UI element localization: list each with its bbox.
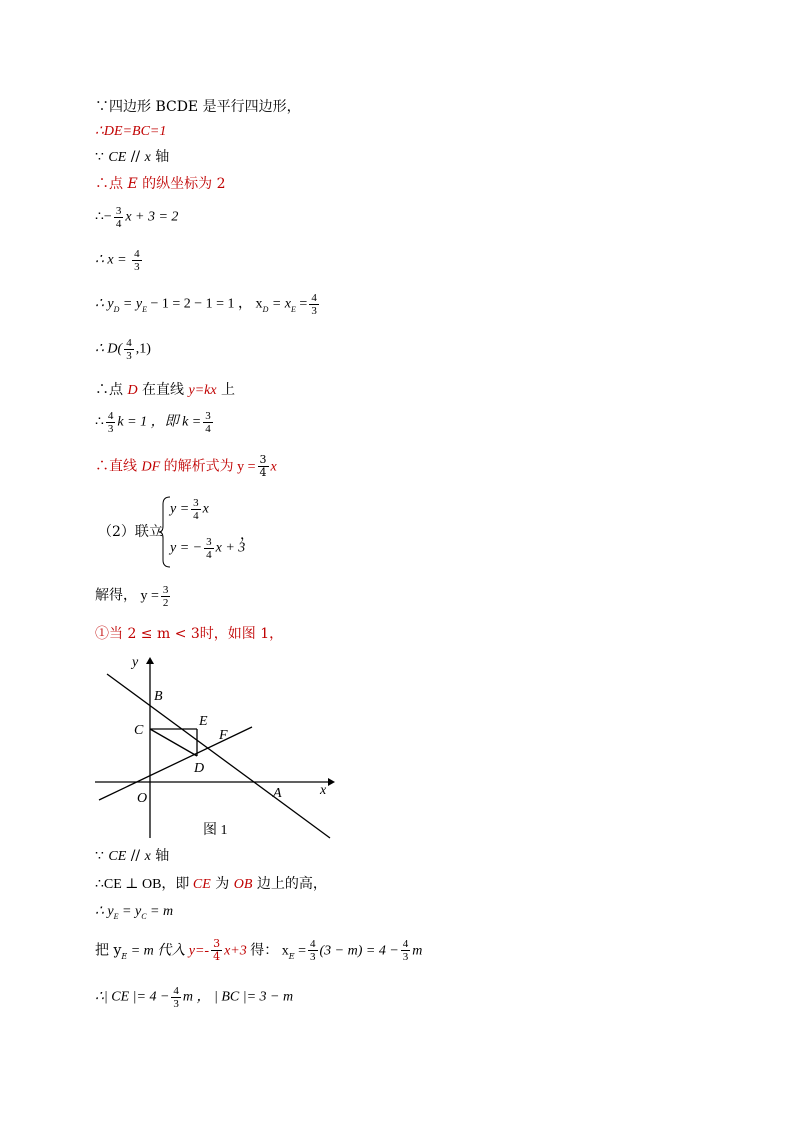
fraction: $\frac{4}{3}$	[173, 985, 179, 1010]
statement-ce-parallel-x: ∵ CE // x 轴	[95, 149, 170, 165]
statement-parallelogram: ∵四边形 BCDE 是平行四边形，	[95, 99, 301, 115]
fraction: $\frac{4}{3}$	[402, 938, 409, 963]
fraction: $\frac{4}{3}$	[107, 410, 114, 435]
label-a: A	[273, 786, 282, 801]
figure-caption: 图 1	[203, 823, 228, 838]
equation-x-value: ∴ x = $\frac{4}{3}$	[95, 248, 140, 273]
fraction: $\frac{3}{4}$	[259, 453, 267, 479]
system-label: （2）联立	[98, 524, 163, 540]
fraction: $\frac{3}{4}$	[206, 536, 212, 561]
fraction: $\frac{4}{3}$	[310, 938, 316, 963]
statement-line-df: ∴直线 DF 的解析式为 y = $\frac{3}{4}$ x	[95, 453, 277, 479]
equation-ye-yc: ∴ $y_E = y_C = m$	[95, 904, 174, 921]
fraction: $\frac{3}{4}$	[213, 937, 221, 963]
label-f: F	[219, 728, 228, 743]
equation-k-value: ∴ $\frac{4}{3}$ k = 1 ，即 k = $\frac{3}{4}$	[95, 410, 211, 435]
fraction: $\frac{4}{3}$	[311, 292, 317, 317]
y-axis-arrow-icon	[146, 657, 154, 664]
label-y: y	[132, 655, 139, 670]
system-comma: ，	[240, 527, 254, 543]
system-equation-2: y = − $\frac{3}{4}$ x + 3	[170, 536, 246, 561]
label-x: x	[320, 783, 327, 798]
equation-d-coordinates: ∴ $y_D = y_E - 1 = 2 - 1 = 1$ ， $x_D = x_E$ = $\frac{4}{3}$	[95, 292, 317, 317]
line-ab	[107, 674, 330, 838]
statement-ce-perpendicular: ∴CE ⊥ OB，即 CE 为 OB 边上的高，	[95, 876, 327, 892]
system-equation-1: y = $\frac{3}{4}$ x	[170, 497, 209, 522]
label-c: C	[134, 723, 144, 738]
point-d: ∴ D( $\frac{4}{3}$ ,1)	[95, 337, 151, 362]
fraction: $\frac{4}{3}$	[126, 337, 132, 362]
segment-cd	[150, 729, 197, 756]
statement-d-on-line: ∴点 D 在直线 y=kx 上	[95, 382, 236, 398]
solution-y: 解得， y = $\frac{3}{2}$	[95, 584, 169, 609]
statement-e-ordinate: ∴点 E 的纵坐标为 2	[95, 176, 226, 192]
equation-substitute: 把 $y_E = m$ 代入 y=- $\frac{3}{4}$ x+3 得： $x_E$ = $\frac{4}{3}$ (3 − m) = 4 − $\frac{4}{3}$ m	[95, 937, 423, 963]
fraction: $\frac{3}{4}$	[205, 410, 211, 435]
x-axis-arrow-icon	[328, 778, 335, 786]
label-e: E	[199, 714, 208, 729]
fraction: $\frac{3}{2}$	[162, 584, 169, 609]
case-1-condition: ①当 2 ≤ m < 3时，如图 1，	[95, 626, 284, 642]
fraction: $\frac{4}{3}$	[134, 248, 140, 273]
equation-ce-bc-length: ∴| CE |= 4 − $\frac{4}{3}$ m ， | BC |= 3 − m	[95, 985, 294, 1010]
label-d: D	[194, 761, 205, 776]
fraction: $\frac{3}{4}$	[193, 497, 199, 522]
statement-ce-parallel-x-2: ∵ CE // x 轴	[95, 848, 170, 864]
statement-de-equals-bc: ∴DE=BC=1	[95, 124, 167, 139]
fraction: $\frac{3}{4}$	[115, 205, 122, 230]
label-o: O	[137, 791, 148, 806]
figure-1	[90, 648, 350, 844]
label-b: B	[154, 689, 163, 704]
equation-solve-x: ∴− $\frac{3}{4}$ x + 3 = 2	[95, 205, 179, 230]
